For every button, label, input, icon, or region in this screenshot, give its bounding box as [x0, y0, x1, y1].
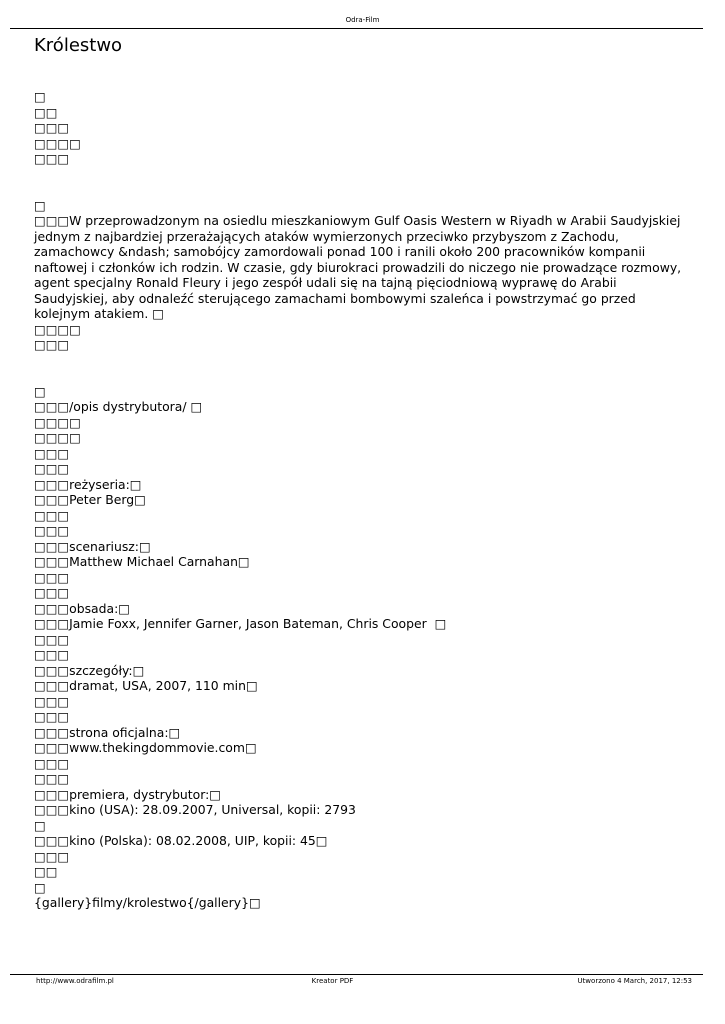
detail-line: □□□premiera, dystrybutor:□: [34, 786, 221, 802]
detail-line: □□□: [34, 755, 70, 771]
detail-line: □□□/opis dystrybutora/ □: [34, 399, 203, 414]
header-rule: [10, 28, 703, 29]
detail-line: □□□www.thekingdommovie.com□: [34, 740, 257, 755]
detail-line: □□□dramat, USA, 2007, 110 min□: [34, 678, 258, 693]
placeholder-line: □□□: [34, 337, 70, 352]
film-details: [34, 384, 690, 911]
footer-created: Utworzono 4 March, 2017, 12:53: [577, 977, 692, 985]
detail-line: □□: [34, 864, 58, 879]
placeholder-line: □□: [34, 104, 58, 120]
detail-line: □□□: [34, 848, 70, 864]
page-title: Królestwo: [34, 35, 123, 56]
placeholder-line: □□□□: [34, 321, 81, 337]
header-site-name: Odra-Film: [345, 16, 380, 24]
detail-line: □□□kino (USA): 28.09.2007, Universal, kopii: 2793: [34, 802, 356, 817]
detail-line: □□□szczegóły:□: [34, 662, 145, 678]
placeholder-lines-top: [34, 89, 690, 167]
placeholder-line: □□□: [34, 120, 70, 135]
detail-line: □□□Peter Berg□: [34, 492, 146, 507]
detail-line: □: [34, 879, 46, 895]
detail-line: □□□: [34, 445, 70, 461]
detail-line: □□□: [34, 461, 70, 476]
footer-url[interactable]: http://www.odrafilm.pl: [36, 977, 114, 985]
detail-line: □□□: [34, 507, 70, 523]
placeholder-line: □□□: [34, 151, 70, 166]
article-body: [34, 89, 690, 911]
detail-line: □□□Jamie Foxx, Jennifer Garner, Jason Bateman, Chris Cooper □: [34, 616, 447, 631]
detail-line: □□□: [34, 709, 70, 724]
detail-line: □□□kino (Polska): 08.02.2008, UIP, kopii: 45□: [34, 833, 328, 848]
detail-line: □□□: [34, 523, 70, 538]
detail-line: □□□□: [34, 414, 81, 430]
footer-generator: Kreator PDF: [311, 977, 354, 985]
detail-line: □□□: [34, 693, 70, 709]
detail-line: □□□: [34, 631, 70, 647]
detail-line: □□□Matthew Michael Carnahan□: [34, 554, 250, 569]
placeholder-line: □□□□: [34, 135, 81, 151]
detail-line: □: [34, 817, 46, 833]
detail-line: □□□□: [34, 430, 81, 445]
detail-line: □□□: [34, 771, 70, 786]
detail-line: □□□: [34, 569, 70, 585]
detail-line: □□□strona oficjalna:□: [34, 724, 181, 740]
detail-line: □□□: [34, 585, 70, 600]
detail-line: □□□reżyseria:□: [34, 476, 142, 492]
placeholder-line: □: [34, 89, 46, 104]
detail-line: {gallery}filmy/krolestwo{/gallery}□: [34, 895, 261, 910]
footer-rule: [10, 974, 703, 975]
detail-line: □□□scenariusz:□: [34, 538, 151, 554]
detail-line: □□□obsada:□: [34, 600, 130, 616]
detail-line: □: [34, 383, 46, 399]
detail-line: □□□: [34, 647, 70, 662]
placeholder-line: □: [34, 197, 46, 213]
film-description: □□□W przeprowadzonym na osiedlu mieszkaniowym Gulf Oasis Western w Riyadh w Arabii Saudyjskiej jednym z najbardziej przerażających ataków wymierzonych przeciwko przybyszom z Zachodu, zamachowcy &ndash; samobójcy zamordowali ponad 100 i ranili około 200 pracowników kompanii naftowej i członków ich rodzin. W czasie, gdy biurokraci prowadzili do niczego nie prowadzące rozmowy, agent specjalny Ronald Fleury i jego zespół udali się na tajną pięciodniową wyprawę do Arabii Saudyjskiej, aby odnaleźć sterującego zamachami bombowymi szaleńca i powstrzymać go przed kolejnym atakiem. □: [34, 213, 682, 321]
placeholder-lines-after-description: [34, 322, 690, 353]
